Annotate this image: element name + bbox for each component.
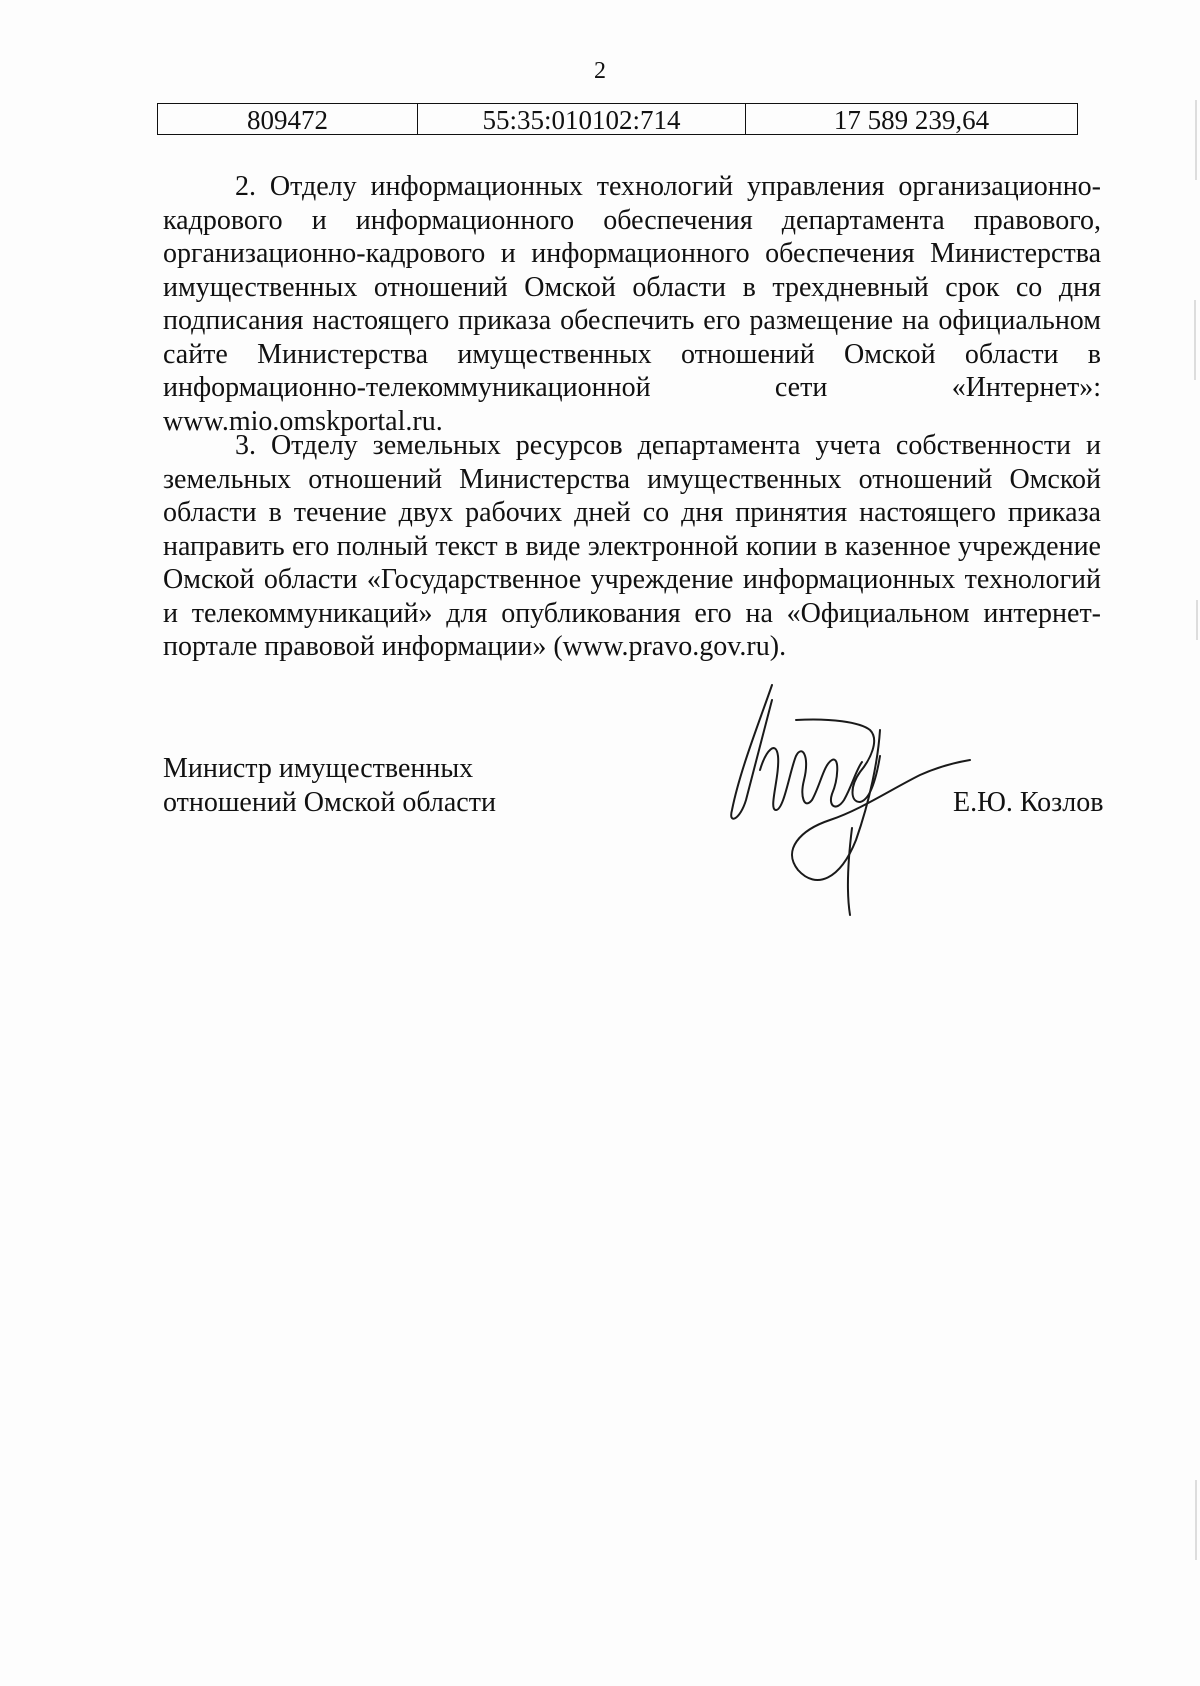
page-number: 2 bbox=[594, 58, 606, 84]
signatory-name: Е.Ю. Козлов bbox=[953, 787, 1104, 818]
scan-edge-artifact bbox=[1186, 0, 1200, 1686]
paragraph-item-2: 2. Отделу информационных технологий управления организационно-кадрового и информационного обеспечения департамента правового, организационно-кадрового и информационного обеспечения Министерства имущественных отношений Омской области в трехдневный срок со дня подписания настоящего приказа обеспечить его размещение на официальном сайте Министерства имущественных отношений Омской области в информационно-телекоммуникационной сети «Интернет»: www.mio.omskportal.ru. bbox=[163, 171, 1101, 437]
paragraph-item-3: 3. Отделу земельных ресурсов департамента учета собственности и земельных отношений Министерства имущественных отношений Омской области в течение двух рабочих дней со дня принятия настоящего приказа направить его полный текст в виде электронной копии в казенное учреждение Омской области «Государственное учреждение информационных технологий и телекоммуникаций» для опубликования его на «Официальном интернет-портале правовой информации» (www.pravo.gov.ru). bbox=[163, 430, 1101, 662]
table-cell-value: 17 589 239,64 bbox=[746, 104, 1078, 135]
signatory-title bbox=[163, 752, 496, 820]
signatory-title-line-2: отношений Омской области bbox=[163, 787, 496, 818]
handwritten-signature bbox=[720, 660, 980, 930]
table-cell-number: 809472 bbox=[158, 104, 418, 135]
signatory-title-line-1: Министр имущественных bbox=[163, 753, 474, 784]
table-row bbox=[158, 104, 1078, 135]
data-table bbox=[157, 103, 1078, 135]
table-cell-cadastral-number: 55:35:010102:714 bbox=[418, 104, 746, 135]
